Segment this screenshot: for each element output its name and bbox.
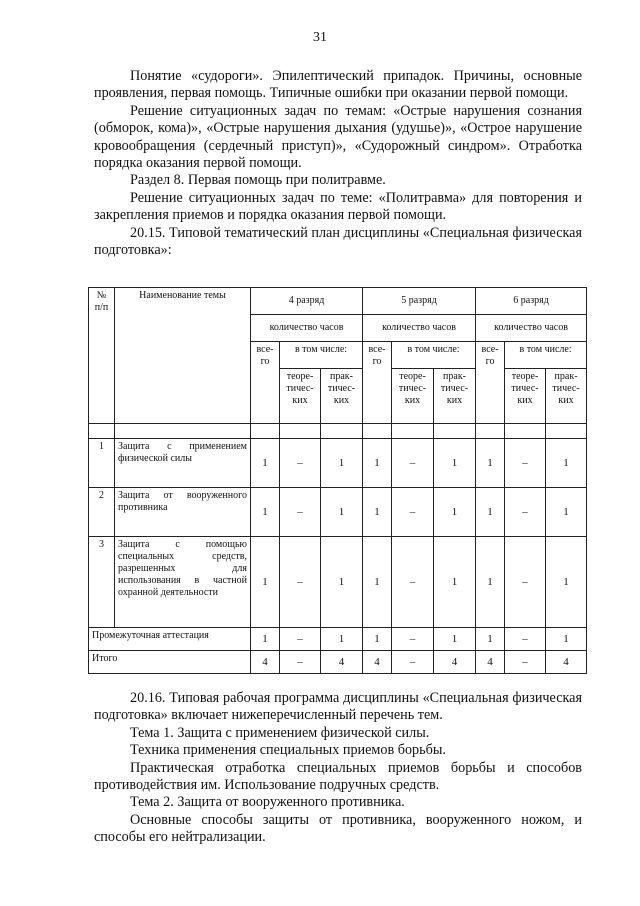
- cell-value: 1: [546, 537, 587, 628]
- row-name: Защита с применением физической силы: [115, 439, 251, 488]
- cell-value: –: [505, 537, 546, 628]
- cell-value: 1: [321, 628, 363, 651]
- cell-value: 1: [476, 628, 505, 651]
- cell-value: 4: [546, 651, 587, 674]
- row-num: 1: [89, 439, 115, 488]
- header-incl: в том числе:: [392, 342, 476, 369]
- header-rank-6: 6 разряд: [476, 288, 587, 315]
- header-rank-4: 4 разряд: [251, 288, 363, 315]
- header-total: все-го: [363, 342, 392, 424]
- header-theory: теоре-тичес-ких: [280, 369, 321, 424]
- thematic-plan-table: [88, 287, 587, 674]
- cell-value: 1: [321, 439, 363, 488]
- cell-value: –: [280, 537, 321, 628]
- header-total: все-го: [476, 342, 505, 424]
- header-practice: прак-тичес-ких: [546, 369, 587, 424]
- cell-value: 1: [251, 628, 280, 651]
- cell-value: 1: [434, 628, 476, 651]
- row-name: Защита с помощью специальных средств, разрешенных для использования в частной охранной деятельности: [115, 537, 251, 628]
- table-row: [89, 439, 587, 488]
- cell-value: –: [392, 537, 434, 628]
- paragraph: Тема 1. Защита с применением физической силы.: [130, 724, 430, 741]
- row-name: Защита от вооруженного противника: [115, 488, 251, 537]
- paragraph: 20.15. Типовой тематический план дисциплины «Специальная физическая подготовка»:: [94, 224, 582, 259]
- row-num: 2: [89, 488, 115, 537]
- cell-value: –: [280, 628, 321, 651]
- paragraph: Решение ситуационных задач по теме: «Политравма» для повторения и закрепления приемов и порядка оказания первой помощи.: [94, 189, 582, 224]
- cell-value: 4: [363, 651, 392, 674]
- cell-value: 1: [434, 439, 476, 488]
- cell-value: 1: [251, 537, 280, 628]
- row-num: 3: [89, 537, 115, 628]
- paragraph: Раздел 8. Первая помощь при политравме.: [130, 172, 386, 189]
- bottom-text-block: [94, 690, 582, 847]
- cell-value: 4: [321, 651, 363, 674]
- header-theory: теоре-тичес-ких: [505, 369, 546, 424]
- header-practice: прак-тичес-ких: [321, 369, 363, 424]
- header-incl: в том числе:: [505, 342, 587, 369]
- top-text-block: [94, 68, 582, 259]
- paragraph: Понятие «судороги». Эпилептический припадок. Причины, основные проявления, первая помощь. Типичные ошибки при оказании первой помощи.: [94, 68, 582, 102]
- cell-value: –: [505, 488, 546, 537]
- cell-value: 1: [251, 488, 280, 537]
- header-incl: в том числе:: [280, 342, 363, 369]
- total-row: [89, 651, 587, 674]
- total-label: Итого: [89, 651, 251, 674]
- cell-value: 1: [363, 488, 392, 537]
- cell-value: 1: [363, 439, 392, 488]
- attestation-row: [89, 628, 587, 651]
- cell-value: –: [505, 651, 546, 674]
- paragraph: Основные способы защиты от противника, вооруженного ножом, и способы его нейтрализации.: [94, 811, 582, 846]
- cell-value: 1: [434, 537, 476, 628]
- cell-value: 1: [321, 537, 363, 628]
- cell-value: –: [392, 488, 434, 537]
- cell-value: –: [392, 439, 434, 488]
- cell-value: 1: [363, 628, 392, 651]
- paragraph: Практическая отработка специальных приемов борьбы и способов противодействия им. Использование подручных средств.: [94, 759, 582, 794]
- cell-value: 1: [476, 537, 505, 628]
- cell-value: –: [280, 651, 321, 674]
- cell-value: 1: [434, 488, 476, 537]
- cell-value: 4: [476, 651, 505, 674]
- cell-value: 1: [476, 488, 505, 537]
- cell-value: –: [280, 439, 321, 488]
- cell-value: –: [505, 628, 546, 651]
- header-name: Наименование темы: [115, 288, 251, 424]
- page-number: 31: [313, 30, 327, 45]
- cell-value: 1: [546, 628, 587, 651]
- cell-value: –: [392, 651, 434, 674]
- header-num: № п/п: [89, 288, 115, 424]
- paragraph: 20.16. Типовая рабочая программа дисциплины «Специальная физическая подготовка» включает нижеперечисленный перечень тем.: [94, 690, 582, 724]
- attestation-label: Промежуточная аттестация: [89, 628, 251, 651]
- cell-value: –: [505, 439, 546, 488]
- table-row: [89, 537, 587, 628]
- cell-value: 1: [363, 537, 392, 628]
- header-total: все-го: [251, 342, 280, 424]
- header-theory: теоре-тичес-ких: [392, 369, 434, 424]
- paragraph: Тема 2. Защита от вооруженного противника.: [130, 794, 405, 811]
- paragraph: Решение ситуационных задач по темам: «Острые нарушения сознания (обморок, кома)», «Острые нарушения дыхания (удушье)», «Острое нарушение кровообращения (сердечный приступ)», «Судорожный синдром». Отработка порядка оказания первой помощи.: [94, 102, 582, 172]
- cell-value: 1: [546, 488, 587, 537]
- cell-value: –: [280, 488, 321, 537]
- cell-value: 4: [434, 651, 476, 674]
- cell-value: 1: [251, 439, 280, 488]
- cell-value: 1: [321, 488, 363, 537]
- header-hours: количество часов: [251, 315, 363, 342]
- cell-value: 1: [546, 439, 587, 488]
- cell-value: –: [392, 628, 434, 651]
- cell-value: 4: [251, 651, 280, 674]
- paragraph: Техника применения специальных приемов борьбы.: [130, 742, 446, 759]
- table-row: [89, 488, 587, 537]
- header-practice: прак-тичес-ких: [434, 369, 476, 424]
- cell-value: 1: [476, 439, 505, 488]
- header-hours: количество часов: [363, 315, 476, 342]
- header-rank-5: 5 разряд: [363, 288, 476, 315]
- header-hours: количество часов: [476, 315, 587, 342]
